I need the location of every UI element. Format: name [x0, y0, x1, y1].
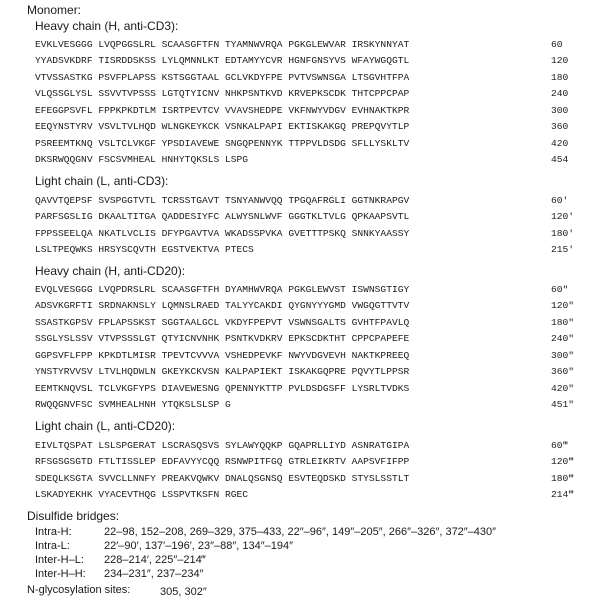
monomer-heading: Monomer:: [27, 3, 82, 17]
sequence-line: QAVVTQEPSF SVSPGGTVTL TCRSSTGAVT TSNYANWVQQ TPGQAFRGLI GGTNKRAPGV: [35, 195, 410, 206]
residue-number: 300: [551, 105, 569, 116]
sequence-line: GGPSVFLFPP KPKDTLMISR TPEVTCVVVA VSHEDPEVKF NWYVDGVEVH NAKTKPREEQ: [35, 350, 410, 361]
sequence-line: RFSGSGSGTD FTLTISSLEP EDFAVYYCQQ RSNWPITFGQ GTRLEIKRTV AAPSVFIFPP: [35, 456, 410, 467]
sequence-line: FPPSSEELQA NKATLVCLIS DFYPGAVTVA WKADSSPVKA GVETTTPSKQ SNNKYAASSY: [35, 228, 410, 239]
residue-number: 420: [551, 138, 569, 149]
glycosylation-heading: N-glycosylation sites:: [27, 584, 131, 596]
residue-number: 420″: [551, 383, 575, 394]
bridge-value-intra-l: 22′–90′, 137′–196′, 23″–88″, 134″–194″: [104, 540, 293, 552]
bridge-label-intra-h: Intra-H:: [35, 526, 72, 538]
sequence-line: EEMTKNQVSL TCLVKGFYPS DIAVEWESNG QPENNYKTTP PVLDSDGSFF LYSRLTVDKS: [35, 383, 410, 394]
bridge-value-inter-h-l: 228–214′, 225″–214‴: [104, 554, 206, 566]
sequence-line: EIVLTQSPAT LSLSPGERAT LSCRASQSVS SYLAWYQQKP GQAPRLLIYD ASNRATGIPA: [35, 440, 410, 451]
sequence-line: EFEGGPSVFL FPPKPKDTLM ISRTPEVTCV VVAVSHEDPE VKFNWYVDGV EVHNAKTKPR: [35, 105, 410, 116]
bridge-label-inter-h-l: Inter-H–L:: [35, 554, 84, 566]
sequence-line: EVKLVESGGG LVQPGGSLRL SCAASGFTFN TYAMNWVRQA PGKGLEWVAR IRSKYNNYAT: [35, 39, 410, 50]
sequence-line: YNSTYRVVSV LTVLHQDWLN GKEYKCKVSN KALPAPIEKT ISKAKGQPRE PQVYTLPPSR: [35, 366, 410, 377]
residue-number: 60′: [551, 195, 569, 206]
sequence-line: SSASTKGPSV FPLAPSSKST SGGTAALGCL VKDYFPEPVT VSWNSGALTS GVHTFPAVLQ: [35, 317, 410, 328]
sequence-line: RWQQGNVFSC SVMHEALHNH YTQKSLSLSP G: [35, 399, 231, 410]
residue-number: 180: [551, 72, 569, 83]
glycosylation-sites: 305, 302″: [160, 586, 207, 598]
residue-number: 120: [551, 55, 569, 66]
sequence-line: EVQLVESGGG LVQPDRSLRL SCAASGFTFH DYAMHWVRQA PGKGLEWVST ISWNSGTIGY: [35, 284, 410, 295]
residue-number: 451″: [551, 399, 575, 410]
residue-number: 180‴: [551, 473, 575, 484]
residue-number: 240: [551, 88, 569, 99]
residue-number: 180″: [551, 317, 575, 328]
residue-number: 454: [551, 154, 569, 165]
sequence-line: DKSRWQQGNV FSCSVMHEAL HNHYTQKSLS LSPG: [35, 154, 249, 165]
sequence-line: VTVSSASTKG PSVFPLAPSS KSTSGGTAAL GCLVKDYFPE PVTVSWNSGA LTSGVHTFPA: [35, 72, 410, 83]
sequence-line: LSLTPEQWKS HRSYSCQVTH EGSTVEKTVA PTECS: [35, 244, 254, 255]
residue-number: 360: [551, 121, 569, 132]
sequence-line: VLQSSGLYSL SSVVTVPSSS LGTQTYICNV NHKPSNTKVD KRVEPKSCDK THTCPPCPAP: [35, 88, 410, 99]
residue-number: 240″: [551, 333, 575, 344]
sequence-line: YYADSVKDRF TISRDDSKSS LYLQMNNLKT EDTAMYYCVR HGNFGNSYVS WFAYWGQGTL: [35, 55, 410, 66]
residue-number: 215′: [551, 244, 575, 255]
residue-number: 360″: [551, 366, 575, 377]
chain-title-light-anti-cd3: Light chain (L, anti-CD3):: [35, 174, 169, 188]
bridge-value-inter-h-h: 234–231″, 237–234″: [104, 568, 204, 580]
sequence-line: PARFSGSLIG DKAALTITGA QADDESIYFC ALWYSNLWVF GGGTKLTVLG QPKAAPSVTL: [35, 211, 410, 222]
residue-number: 214‴: [551, 489, 575, 500]
residue-number: 60‴: [551, 440, 569, 451]
residue-number: 120‴: [551, 456, 575, 467]
residue-number: 300″: [551, 350, 575, 361]
residue-number: 60″: [551, 284, 569, 295]
residue-number: 180′: [551, 228, 575, 239]
sequence-line: SDEQLKSGTA SVVCLLNNFY PREAKVQWKV DNALQSGNSQ ESVTEQDSKD STYSLSSTLT: [35, 473, 410, 484]
sequence-line: EEQYNSTYRV VSVLTVLHQD WLNGKEYKCK VSNKALPAPI EKTISKAKGQ PREPQVYTLP: [35, 121, 410, 132]
residue-number: 60: [551, 39, 563, 50]
sequence-line: ADSVKGRFTI SRDNAKNSLY LQMNSLRAED TALYYCAKDI QYGNYYYGMD VWGQGTTVTV: [35, 300, 410, 311]
sequence-line: LSKADYEKHK VYACEVTHQG LSSPVTKSFN RGEC: [35, 489, 249, 500]
bridge-label-intra-l: Intra-L:: [35, 540, 70, 552]
chain-title-heavy-anti-cd20: Heavy chain (H, anti-CD20):: [35, 264, 186, 278]
bridge-label-inter-h-h: Inter-H–H:: [35, 568, 86, 580]
residue-number: 120′: [551, 211, 575, 222]
chain-title-heavy-anti-cd3: Heavy chain (H, anti-CD3):: [35, 19, 179, 33]
bridge-value-intra-h: 22–98, 152–208, 269–329, 375–433, 22″–96″, 149″–205″, 266″–326″, 372″–430″: [104, 526, 497, 538]
residue-number: 120″: [551, 300, 575, 311]
sequence-line: SSGLYSLSSV VTVPSSSLGT QTYICNVNHK PSNTKVDKRV EPKSCDKTHT CPPCPAPEFE: [35, 333, 410, 344]
disulfide-heading: Disulfide bridges:: [27, 509, 120, 523]
sequence-line: PSREEMTKNQ VSLTCLVKGF YPSDIAVEWE SNGQPENNYK TTPPVLDSDG SFLLYSKLTV: [35, 138, 410, 149]
chain-title-light-anti-cd20: Light chain (L, anti-CD20):: [35, 419, 176, 433]
